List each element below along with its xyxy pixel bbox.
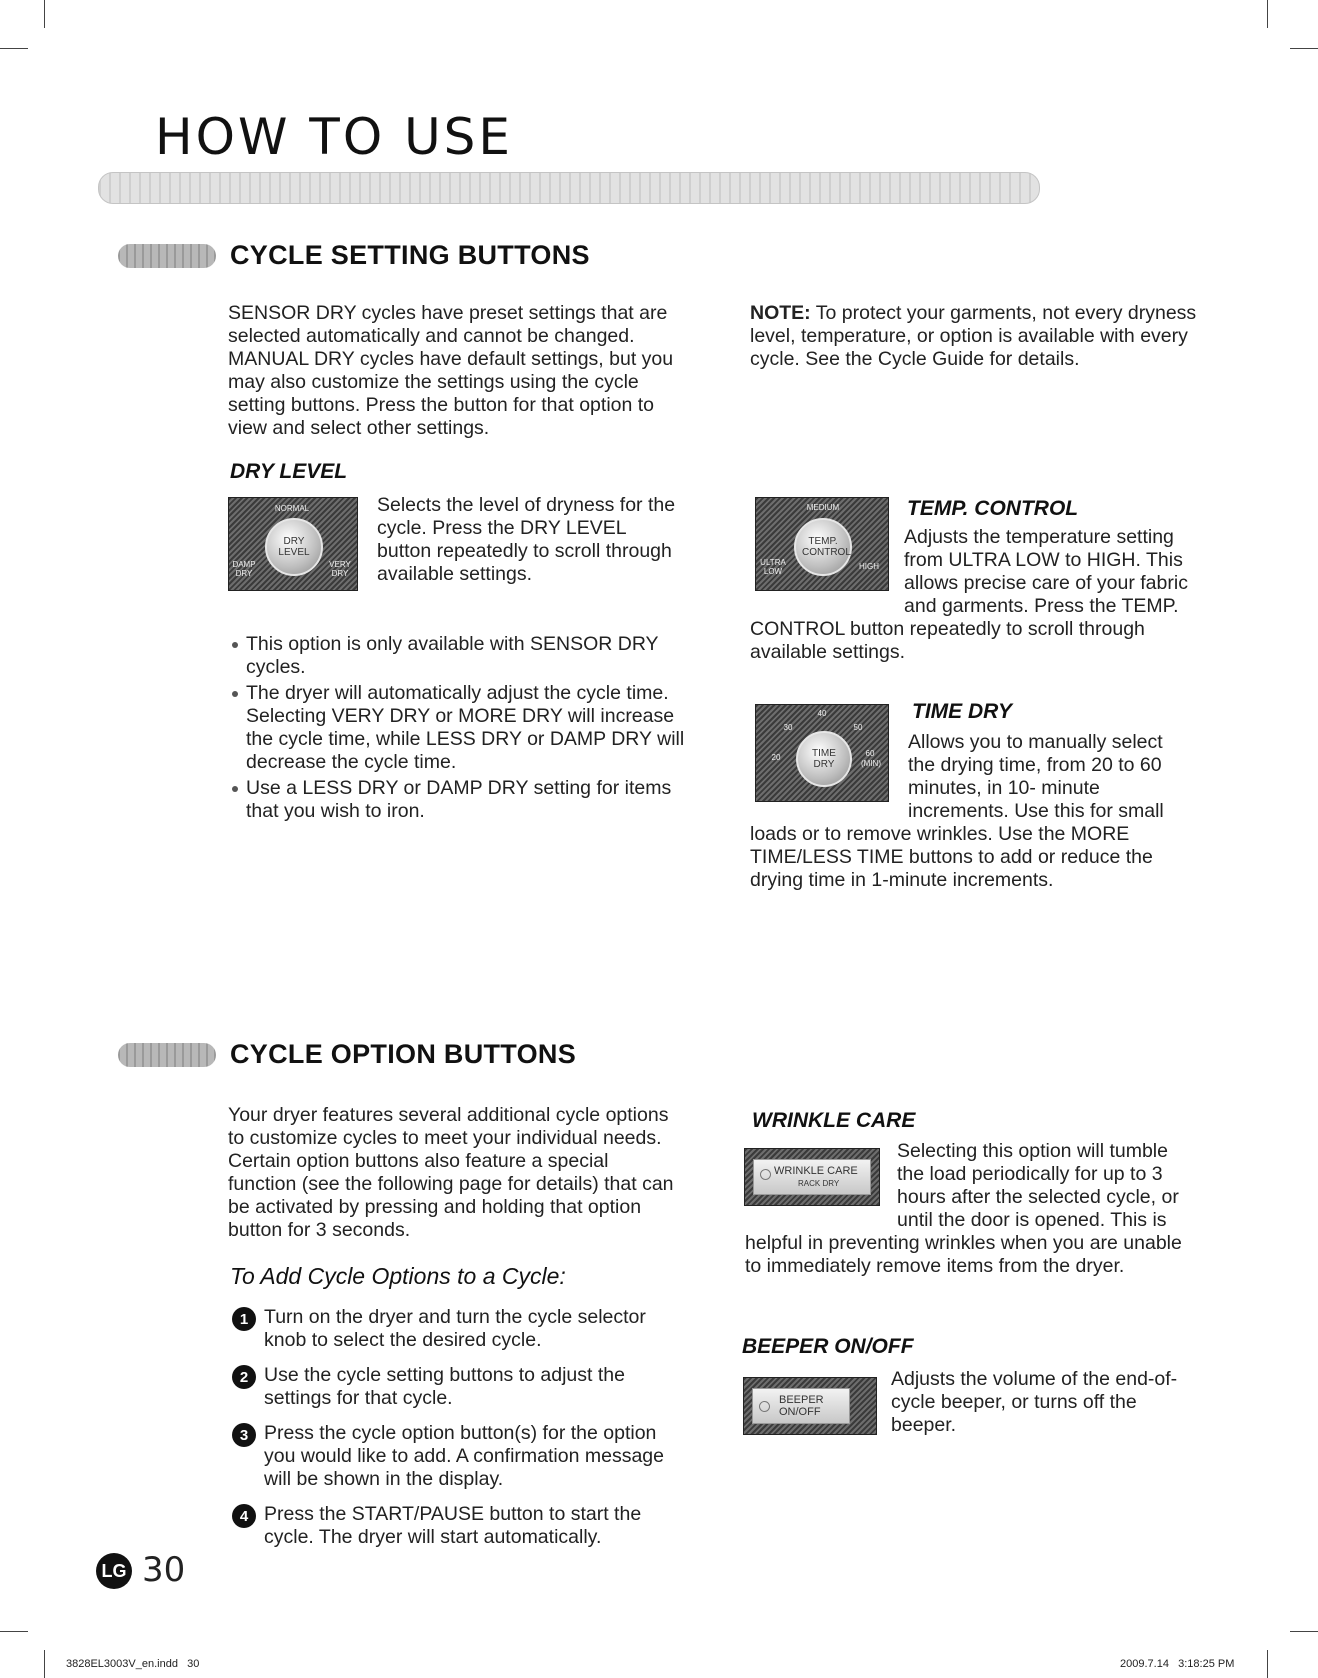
dry-level-right-label: VERY DRY	[329, 560, 351, 578]
beeper-button-image	[743, 1377, 877, 1435]
step-number-4: 4	[232, 1504, 256, 1528]
wrinkle-float-spacer	[745, 1140, 897, 1232]
note-label: NOTE:	[750, 302, 811, 324]
temp-float-spacer	[750, 526, 904, 618]
time-knob-label: TIME DRY	[812, 748, 836, 770]
crop-mark	[1267, 1650, 1268, 1678]
crop-mark	[44, 0, 45, 28]
wrinkle-care-description-wrap	[745, 1140, 1185, 1278]
temp-control-title: TEMP. CONTROL	[907, 497, 1079, 520]
beeper-title: BEEPER ON/OFF	[742, 1335, 914, 1358]
lg-logo-text: LG	[101, 1560, 127, 1581]
step-text-3: Press the cycle option button(s) for the option you would like to add. A confirmation message will be shown in the display.	[264, 1422, 664, 1490]
time-dry-title: TIME DRY	[912, 700, 1012, 723]
dry-level-description: Selects the level of dryness for the cycle. Press the DRY LEVEL button repeatedly to scroll through available settings.	[377, 494, 676, 585]
dry-level-bullets	[228, 633, 688, 826]
page-number: 30	[142, 1550, 186, 1590]
cycle-setting-note	[750, 302, 1200, 371]
time-label-50: 50	[853, 723, 863, 732]
wrinkle-care-title: WRINKLE CARE	[752, 1109, 916, 1132]
time-label-60: 60	[865, 749, 875, 758]
time-dry-description: Allows you to manually select the drying time, from 20 to 60 minutes, in 10- minute increments. Use this for small loads or to remove wrinkles. Use the MORE TIME/LESS TIME buttons to add or reduce the drying time in 1-minute increments.	[750, 731, 1164, 891]
time-label-30: 30	[783, 723, 793, 732]
wrinkle-care-description: Selecting this option will tumble the load periodically for up to 3 hours after the selected cycle, or until the door is opened. This is helpful in preventing wrinkles when you are unable to immediately remove items from the dryer.	[745, 1140, 1182, 1277]
step-number-1: 1	[232, 1307, 256, 1331]
section-pill-decor	[118, 1043, 216, 1067]
time-label-min: (MIN)	[861, 759, 881, 768]
time-dry-description-wrap	[750, 731, 1195, 892]
section-heading-cycle-setting: CYCLE SETTING BUTTONS	[230, 240, 590, 270]
footer-timestamp: 2009.7.14 3:18:25 PM	[1120, 1658, 1235, 1670]
step-text-1: Turn on the dryer and turn the cycle selector knob to select the desired cycle.	[264, 1306, 646, 1351]
temp-control-description: Adjusts the temperature setting from ULTRA LOW to HIGH. This allows precise care of your fabric and garments. Press the TEMP. CONTROL button repeatedly to scroll through available settings.	[750, 526, 1188, 663]
dry-level-knob	[265, 518, 323, 576]
list-item: The dryer will automatically adjust the cycle time. Selecting VERY DRY or MORE DRY will increase the cycle time, while LESS DRY or DAMP DRY will decrease the cycle time.	[228, 682, 688, 774]
step-number-2: 2	[232, 1365, 256, 1389]
beeper-label-1: BEEPER	[779, 1394, 824, 1406]
temp-right-label: HIGH	[859, 562, 879, 571]
list-item: This option is only available with SENSOR DRY cycles.	[228, 633, 688, 679]
dry-level-top-label: NORMAL	[274, 504, 310, 513]
wrinkle-care-sublabel: RACK DRY	[798, 1179, 840, 1188]
dry-level-title: DRY LEVEL	[230, 460, 348, 483]
crop-mark	[1290, 48, 1318, 49]
add-options-title: To Add Cycle Options to a Cycle:	[230, 1263, 566, 1289]
crop-mark	[1267, 0, 1268, 28]
crop-mark	[44, 1650, 45, 1678]
section-pill-decor	[118, 244, 216, 268]
temp-left-label: ULTRA LOW	[760, 558, 786, 576]
beeper-label-2: ON/OFF	[779, 1406, 821, 1418]
step-text-2: Use the cycle setting buttons to adjust the settings for that cycle.	[264, 1364, 625, 1409]
dry-level-left-label: DAMP DRY	[232, 560, 256, 578]
footer-file: 3828EL3003V_en.indd 30	[66, 1658, 200, 1670]
page-title: HOW TO USE	[155, 108, 514, 166]
beeper-button-face	[752, 1388, 850, 1424]
beeper-indicator-icon	[759, 1401, 770, 1412]
cycle-option-intro: Your dryer features several additional cycle options to customize cycles to meet your individual needs. Certain option buttons also feature a special function (see the following page for details) that can be activated by pressing and holding that option button for 3 seconds.	[228, 1104, 674, 1241]
beeper-description: Adjusts the volume of the end-of-cycle beeper, or turns off the beeper.	[891, 1368, 1178, 1436]
crop-mark	[0, 48, 28, 49]
section-heading-cycle-option: CYCLE OPTION BUTTONS	[230, 1039, 577, 1069]
step-text-4: Press the START/PAUSE button to start the cycle. The dryer will start automatically.	[264, 1503, 642, 1548]
lg-logo	[96, 1553, 132, 1589]
dry-level-knob-label: DRY LEVEL	[278, 536, 310, 558]
title-decor-bar	[98, 172, 1040, 204]
step-number-3: 3	[232, 1423, 256, 1447]
temp-top-label: MEDIUM	[806, 503, 840, 512]
wrinkle-care-label: WRINKLE CARE	[774, 1165, 858, 1177]
time-label-40: 40	[817, 709, 827, 718]
cycle-setting-intro: SENSOR DRY cycles have preset settings that are selected automatically and cannot be changed. MANUAL DRY cycles have default settings, but you may also customize the settings using the cycle setting buttons. Press the button for that option to view and select other settings.	[228, 302, 674, 439]
crop-mark	[1290, 1631, 1318, 1632]
time-float-spacer	[750, 731, 908, 823]
time-label-20: 20	[771, 753, 781, 762]
note-text: To protect your garments, not every dryness level, temperature, or option is available with every cycle. See the Cycle Guide for details.	[750, 302, 1197, 370]
dry-level-button-image	[228, 497, 358, 591]
temp-control-description-wrap	[750, 526, 1200, 664]
temp-knob-label: TEMP. CONTROL	[802, 536, 851, 558]
crop-mark	[0, 1631, 28, 1632]
list-item: Use a LESS DRY or DAMP DRY setting for items that you wish to iron.	[228, 777, 688, 823]
